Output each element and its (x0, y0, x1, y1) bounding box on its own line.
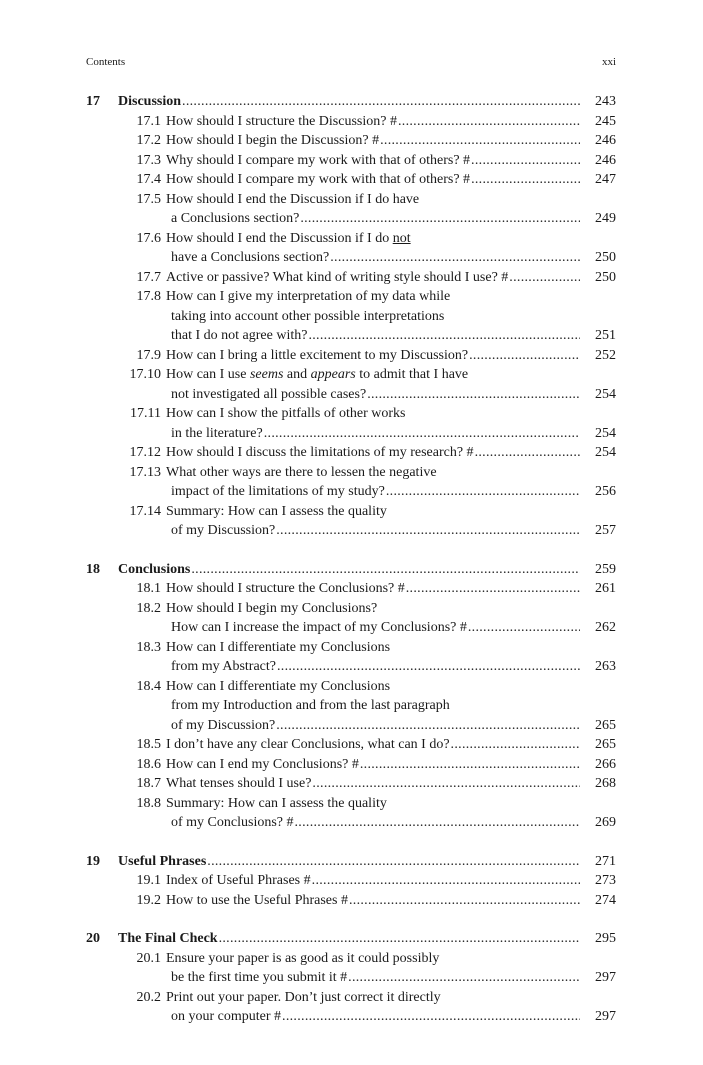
section-title: How should I compare my work with that of others? # (166, 172, 471, 187)
chapter-page: 295 (595, 931, 616, 946)
section-entry-17-10[interactable] (86, 365, 616, 404)
leader-dots (451, 735, 580, 755)
section-page: 297 (595, 1009, 616, 1024)
section-entry-17-3[interactable] (86, 151, 616, 171)
section-number: 17.9 (136, 347, 161, 363)
section-number: 18.8 (136, 795, 161, 811)
section-title-continued: taking into account other possible interpretations (171, 308, 445, 324)
section-number: 17.7 (136, 269, 161, 285)
page-header (86, 56, 616, 69)
section-title-continued: of my Conclusions? # (171, 815, 294, 830)
section-title: What tenses should I use? (166, 776, 312, 791)
leader-dots (469, 346, 580, 366)
section-title: How can I bring a little excitement to my Discussion? (166, 347, 469, 363)
chapter-title: Conclusions (118, 561, 191, 577)
section-entry-20-1[interactable] (86, 949, 616, 988)
section-entry-17-5[interactable] (86, 190, 616, 229)
section-title-continued: in the literature? (171, 425, 263, 441)
section-number: 17.13 (129, 464, 161, 480)
section-page: 249 (595, 211, 616, 226)
section-number: 18.1 (136, 581, 161, 596)
section-number: 20.2 (136, 989, 161, 1005)
section-entry-17-1[interactable] (86, 112, 616, 132)
leader-dots (386, 482, 580, 502)
section-number: 18.5 (136, 737, 161, 752)
section-entry-17-12[interactable] (86, 443, 616, 463)
section-title: Summary: How can I assess the quality (166, 795, 387, 811)
leader-dots (349, 891, 580, 911)
section-number: 17.5 (136, 191, 161, 207)
section-page: 265 (595, 737, 616, 752)
section-title-continued: not investigated all possible cases? (171, 386, 367, 402)
section-page: 254 (595, 445, 616, 460)
leader-dots (380, 131, 580, 151)
leader-dots (312, 871, 580, 891)
section-title: Ensure your paper is as good as it could possibly (166, 950, 440, 966)
section-entry-17-9[interactable] (86, 346, 616, 366)
section-entry-18-6[interactable] (86, 755, 616, 775)
leader-dots (264, 424, 580, 444)
section-page: 269 (595, 815, 616, 830)
section-entry-17-6[interactable] (86, 229, 616, 268)
section-title-continued: from my Introduction and from the last paragraph (171, 698, 450, 713)
section-entry-17-14[interactable] (86, 502, 616, 541)
leader-dots (312, 774, 580, 794)
section-page: 263 (595, 659, 616, 674)
section-number: 17.2 (136, 133, 161, 148)
leader-dots (276, 521, 580, 541)
section-number: 19.2 (136, 892, 161, 908)
section-page: 266 (595, 756, 616, 772)
chapter-title: Useful Phrases (118, 853, 207, 869)
section-number: 17.8 (136, 289, 161, 304)
section-title: How should I begin my Conclusions? (166, 600, 378, 616)
leader-dots (367, 385, 580, 405)
section-entry-18-1[interactable] (86, 579, 616, 599)
chapter-page: 243 (595, 94, 616, 109)
leader-dots (276, 716, 580, 736)
section-number: 17.6 (136, 230, 161, 246)
section-entry-18-8[interactable] (86, 794, 616, 833)
section-title: Active or passive? What kind of writing style should I use? # (166, 269, 509, 285)
table-of-contents (86, 92, 616, 1046)
section-number: 17.12 (129, 445, 161, 460)
page-number: xxi (601, 56, 616, 68)
section-number: 19.1 (136, 873, 161, 888)
section-page: 274 (595, 892, 616, 908)
section-title-continued: from my Abstract? (171, 659, 276, 674)
section-page: 246 (595, 133, 616, 148)
chapter-entry[interactable] (86, 92, 616, 112)
section-number: 17.10 (129, 367, 161, 382)
section-entry-19-2[interactable] (86, 891, 616, 911)
section-page: 245 (595, 113, 616, 129)
section-entry-17-8[interactable] (86, 287, 616, 346)
section-number: 18.7 (136, 776, 161, 791)
section-page: 261 (595, 581, 616, 596)
section-title: How can I show the pitfalls of other works (166, 406, 406, 421)
section-entry-18-4[interactable] (86, 677, 616, 736)
section-title: Index of Useful Phrases # (166, 873, 311, 888)
chapter-17 (86, 92, 616, 541)
section-title: How should I structure the Discussion? # (166, 113, 397, 129)
leader-dots (295, 813, 581, 833)
leader-dots (191, 560, 580, 580)
chapter-entry[interactable] (86, 929, 616, 949)
section-page: 257 (595, 523, 616, 538)
section-page: 265 (595, 717, 616, 733)
chapter-title: The Final Check (118, 931, 218, 946)
section-entry-18-7[interactable] (86, 774, 616, 794)
section-entry-17-11[interactable] (86, 404, 616, 443)
chapter-page: 271 (595, 853, 616, 869)
section-title: How can I differentiate my Conclusions (166, 639, 391, 655)
leader-dots (360, 755, 580, 775)
section-title-continued: that I do not agree with? (171, 328, 308, 343)
chapter-20 (86, 929, 616, 1027)
section-page: 254 (595, 425, 616, 441)
chapter-entry[interactable] (86, 852, 616, 872)
section-title: How should I structure the Conclusions? # (166, 581, 405, 596)
section-title: Print out your paper. Don’t just correct it directly (166, 989, 441, 1005)
chapter-entry[interactable] (86, 560, 616, 580)
leader-dots (182, 92, 580, 112)
section-page: 268 (595, 776, 616, 791)
running-head: Contents (86, 56, 126, 68)
chapter-number: 20 (86, 931, 100, 946)
leader-dots (308, 326, 580, 346)
leader-dots (277, 657, 580, 677)
section-number: 18.2 (136, 600, 161, 616)
chapter-title: Discussion (118, 94, 182, 109)
leader-dots (509, 268, 580, 288)
leader-dots (475, 443, 580, 463)
section-number: 18.6 (136, 756, 161, 772)
section-title: How can I differentiate my Conclusions (166, 678, 391, 694)
section-page: 252 (595, 347, 616, 363)
leader-dots (207, 852, 580, 872)
section-page: 256 (595, 484, 616, 499)
leader-dots (300, 209, 580, 229)
chapter-page: 259 (595, 561, 616, 577)
section-title: How can I use seems and appears to admit that I have (166, 367, 469, 382)
section-title: Why should I compare my work with that of others? # (166, 152, 471, 168)
leader-dots (219, 929, 580, 949)
section-page: 246 (595, 152, 616, 168)
chapter-number: 17 (86, 94, 100, 109)
section-title: How should I end the Discussion if I do have (166, 191, 420, 207)
leader-dots (406, 579, 580, 599)
leader-dots (398, 112, 580, 132)
section-page: 273 (595, 873, 616, 888)
section-number: 17.11 (130, 406, 161, 421)
section-entry-17-13[interactable] (86, 463, 616, 502)
section-number: 17.4 (136, 172, 161, 187)
section-title: Summary: How can I assess the quality (166, 503, 387, 519)
chapter-number: 18 (86, 561, 100, 577)
section-title: How should I begin the Discussion? # (166, 133, 380, 148)
section-entry-17-2[interactable] (86, 131, 616, 151)
section-entry-18-3[interactable] (86, 638, 616, 677)
section-title-continued: How can I increase the impact of my Conclusions? # (171, 620, 467, 635)
section-page: 250 (595, 250, 616, 265)
section-page: 250 (595, 269, 616, 285)
leader-dots (348, 968, 580, 988)
section-entry-20-2[interactable] (86, 988, 616, 1027)
italic-word: seems (249, 367, 284, 382)
section-title: I don’t have any clear Conclusions, what can I do? (166, 737, 450, 752)
leader-dots (471, 170, 580, 190)
section-number: 18.3 (136, 639, 161, 655)
section-title-continued: have a Conclusions section? (171, 250, 330, 265)
section-title: How should I end the Discussion if I do not (166, 230, 411, 246)
section-title-continued: impact of the limitations of my study? (171, 484, 385, 499)
section-page: 262 (595, 620, 616, 635)
section-number: 17.14 (129, 503, 161, 519)
leader-dots (468, 618, 580, 638)
section-title-continued: of my Discussion? (171, 717, 276, 733)
section-title: How to use the Useful Phrases # (166, 892, 348, 908)
section-title-continued: be the first time you submit it # (171, 970, 348, 985)
section-title: How should I discuss the limitations of my research? # (166, 445, 474, 460)
section-page: 297 (595, 970, 616, 985)
section-entry-18-5[interactable] (86, 735, 616, 755)
section-page: 251 (595, 328, 616, 343)
chapter-18 (86, 560, 616, 833)
section-page: 254 (595, 386, 616, 402)
section-number: 17.1 (136, 113, 161, 129)
section-title: How can I give my interpretation of my data while (166, 289, 451, 304)
section-title-continued: a Conclusions section? (171, 211, 300, 226)
leader-dots (330, 248, 580, 268)
section-number: 20.1 (136, 950, 161, 966)
section-page: 247 (595, 172, 616, 187)
chapter-19 (86, 852, 616, 911)
leader-dots (282, 1007, 580, 1027)
section-entry-17-7[interactable] (86, 268, 616, 288)
section-title-continued: of my Discussion? (171, 523, 276, 538)
underlined-word: not (392, 230, 411, 246)
section-entry-18-2[interactable] (86, 599, 616, 638)
section-number: 18.4 (136, 678, 161, 694)
section-title: What other ways are there to lessen the negative (166, 464, 437, 480)
section-entry-19-1[interactable] (86, 871, 616, 891)
chapter-number: 19 (86, 853, 100, 869)
section-entry-17-4[interactable] (86, 170, 616, 190)
italic-word: appears (310, 367, 356, 382)
leader-dots (471, 151, 580, 171)
section-number: 17.3 (136, 152, 161, 168)
section-title: How can I end my Conclusions? # (166, 756, 359, 772)
section-title-continued: on your computer # (171, 1009, 282, 1024)
